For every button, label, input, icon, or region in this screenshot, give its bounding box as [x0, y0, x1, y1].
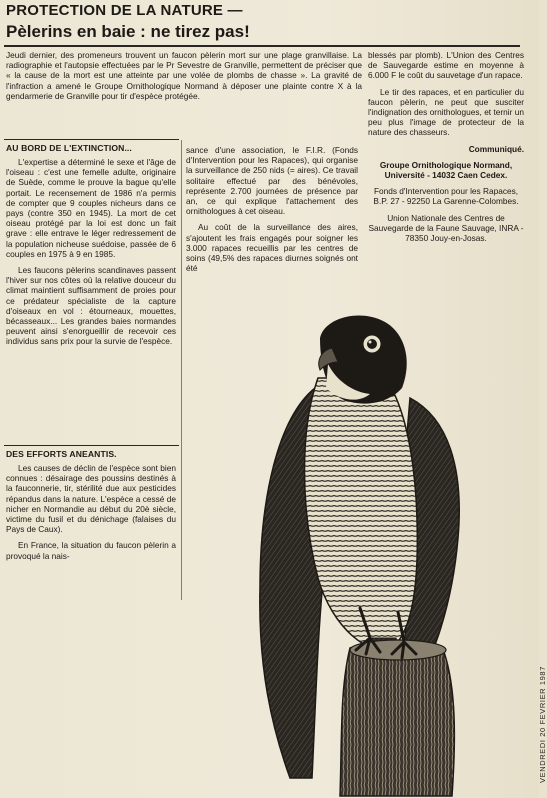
peregrine-falcon-illustration — [220, 308, 525, 796]
section-title-extinction: AU BORD DE L'EXTINCTION... — [6, 143, 132, 153]
section1-paragraph-1: L'expertise a déterminé le sexe et l'âge de l'oiseau : c'est une femelle adulte, originaire de Suède, comme le prouve la bague qu'elle portait. Le recensement de 1986 n'a permis de compter que 9 couples nicheurs dans ce pays (contre 350 en 1945). La mort de cet oiseau protégé par la loi est donc un fait grave : elle entrave le léger redressement de la population nicheuse suédoise, passée de 6 couples en 1975 à 9 en 1985. — [6, 157, 176, 259]
column-1-continued — [6, 463, 176, 567]
column-1 — [6, 157, 176, 353]
section-rule-2 — [4, 445, 179, 446]
address-fir: Fonds d'Intervention pour les Rapaces, B.P. 27 - 92250 La Garenne-Colombes. — [373, 186, 519, 207]
date-margin-note: VENDREDI 20 FEVRIER 1987 — [538, 666, 547, 783]
column2-paragraph-2: Au coût de la surveillance des aires, s'ajoutent les frais engagés pour soigner les 3.000 rapaces recueillis par les centres de soins (49,5% des rapaces diurnes soignés ont été — [186, 222, 358, 274]
lead-text: Jeudi dernier, des promeneurs trouvent un faucon pèlerin mort sur une plage granvillaise. La radiographie et l'autopsie effectuées par le Pr Sevestre de Granville, permettent de préciser que « la cause de la mort est une atteinte par une volée de plombs de chasse ». La gravité de l'infraction a amené le Groupe Ornithologique Normand à déposer une plainte contre X à la gendarmerie de Granville pour tir d'espèce protégée. — [6, 50, 362, 101]
column2-paragraph-1: sance d'une association, le F.I.R. (Fonds d'Intervention pour les Rapaces), qui organise la surveillance de 250 nids (= aires). Ce travail solitaire effectué par des bénévoles, représente 2.700 journées de présence par an, ce qui explique l'attachement des ornithologues à cet oiseau. — [186, 145, 358, 217]
section1-paragraph-2: Les faucons pèlerins scandinaves passent l'hiver sur nos côtes où la relative douceur du climat maintient suffisamment de proies pour ce prédateur spécialiste de la capture d'oiseaux en vol : étourneaux, mouettes, bécasseaux... Les grandes baies normandes peuvent ainsi s'enorgueillir de recevoir ces individus sans prix pour la survie de l'espèce. — [6, 265, 176, 347]
column-2 — [186, 145, 358, 279]
article-headline: Pèlerins en baie : ne tirez pas! — [6, 22, 250, 41]
section-title-efforts: DES EFFORTS ANEANTIS. — [6, 449, 117, 459]
lead-paragraph — [6, 50, 362, 107]
column-divider — [181, 140, 182, 600]
signoff: Communiqué. — [468, 143, 524, 154]
column-3 — [368, 50, 524, 249]
section2-paragraph-2: En France, la situation du faucon pèlerin a provoqué la nais- — [6, 540, 176, 561]
column3-paragraph-2: Le tir des rapaces, et en particulier du faucon pèlerin, ne peut que susciter l'indignation des ornithologues, et ternir un peu plus l'image de protecteur de la nature des chasseurs. — [368, 86, 524, 138]
address-gon: Groupe Ornithologique Normand, Université - 14032 Caen Cedex. — [379, 159, 513, 181]
article-kicker: PROTECTION DE LA NATURE — — [6, 2, 243, 19]
address-union: Union Nationale des Centres de Sauvegarde de la Faune Sauvage, INRA - 78350 Jouy-en-Josas. — [368, 212, 524, 244]
section2-paragraph-1: Les causes de déclin de l'espèce sont bien connues : désairage des poussins destinés à la fauconnerie, tir, stérilité due aux pesticides répandus dans la nature. L'espèce a cessé de nicher en Normandie au début du 20è siècle, victime du fusil et du dénichage (falaises du Pays de Caux). — [6, 463, 176, 535]
column3-paragraph-1: blessés par plomb). L'Union des Centres de Sauvegarde estime en moyenne à 6.000 F le coût du sauvetage d'un rapace. — [368, 50, 524, 81]
section-rule-1 — [4, 139, 179, 140]
headline-rule — [4, 45, 520, 47]
